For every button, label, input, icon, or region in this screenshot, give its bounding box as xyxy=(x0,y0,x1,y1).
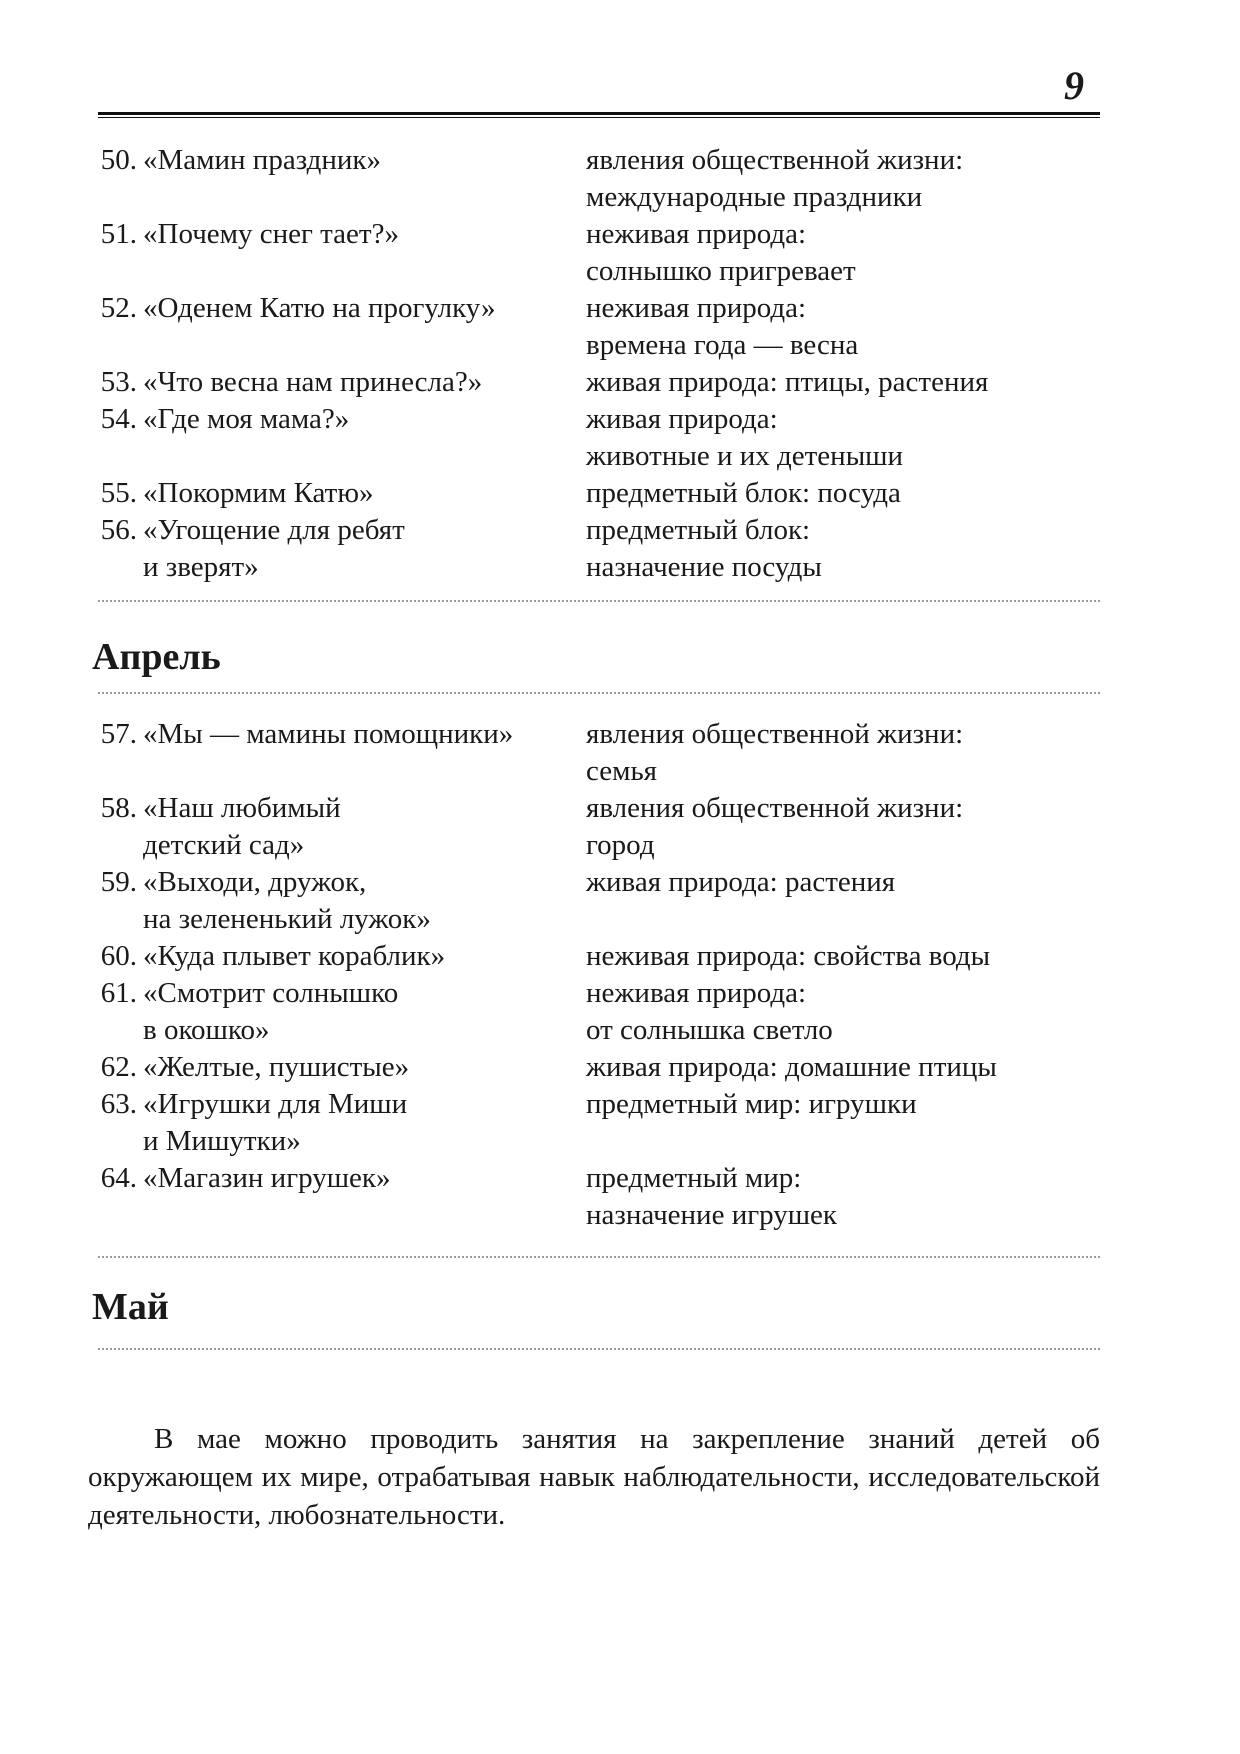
topic-title-line: «Куда плывет кораблик» xyxy=(143,940,446,972)
topic-number: 61. xyxy=(100,977,137,1009)
topic-theme-line: живая природа: xyxy=(586,403,778,435)
topic-title-cell xyxy=(92,1160,578,1234)
topic-theme xyxy=(578,216,1112,290)
topic-title-line: «Покормим Катю» xyxy=(143,477,374,509)
topic-title xyxy=(143,290,578,364)
topic-number: 60. xyxy=(100,940,137,972)
topic-title-line: «Почему снег тает?» xyxy=(143,218,399,250)
topic-title-line: «Мы — мамины помощники» xyxy=(143,718,514,750)
section-divider xyxy=(98,600,1100,602)
march-topic-list xyxy=(92,142,1112,586)
topic-number: 63. xyxy=(100,1088,137,1120)
topic-theme-line: предметный блок: xyxy=(586,514,811,546)
topic-title-cell xyxy=(92,1086,578,1160)
topic-title xyxy=(143,1160,578,1234)
topic-theme xyxy=(578,475,1112,512)
topic-number: 54. xyxy=(100,403,137,435)
topic-theme-line: явления общественной жизни: xyxy=(586,792,964,824)
topic-entry xyxy=(92,1160,1112,1234)
topic-title-line: «Смотрит солнышко xyxy=(143,977,399,1009)
topic-title-line: детский сад» xyxy=(143,829,305,861)
topic-title xyxy=(143,1086,578,1160)
topic-theme-line: неживая природа: xyxy=(586,977,807,1009)
topic-number: 52. xyxy=(100,292,137,324)
topic-number: 64. xyxy=(100,1162,137,1194)
topic-title xyxy=(143,142,578,216)
heading-underline xyxy=(98,692,1100,694)
topic-title xyxy=(143,512,578,586)
topic-title-line: и Мишутки» xyxy=(143,1125,301,1157)
topic-number: 53. xyxy=(100,366,137,398)
topic-number: 62. xyxy=(100,1051,137,1083)
header-rule xyxy=(98,112,1100,118)
topic-title-cell xyxy=(92,142,578,216)
topic-title-line: «Наш любимый xyxy=(143,792,341,824)
topic-title-cell xyxy=(92,475,578,512)
topic-title xyxy=(143,216,578,290)
topic-title-cell xyxy=(92,216,578,290)
topic-theme xyxy=(578,401,1112,475)
topic-title-line: «Магазин игрушек» xyxy=(143,1162,391,1194)
topic-number: 57. xyxy=(100,718,137,750)
topic-theme-line: неживая природа: свойства воды xyxy=(586,940,991,972)
topic-title-line: и зверят» xyxy=(143,551,259,583)
topic-theme xyxy=(578,938,1112,975)
topic-title-cell xyxy=(92,938,578,975)
topic-entry xyxy=(92,938,1112,975)
topic-theme-line: живая природа: птицы, растения xyxy=(586,366,989,398)
topic-title-line: «Оденем Катю на прогулку» xyxy=(143,292,496,324)
topic-entry xyxy=(92,1086,1112,1160)
topic-number: 59. xyxy=(100,866,137,898)
topic-theme-line: предметный блок: посуда xyxy=(586,477,901,509)
topic-theme-line: предметный мир: игрушки xyxy=(586,1088,917,1120)
april-topic-list xyxy=(92,716,1112,1234)
topic-title-cell xyxy=(92,1049,578,1086)
topic-title-cell xyxy=(92,401,578,475)
topic-theme xyxy=(578,1086,1112,1160)
topic-theme-line: назначение игрушек xyxy=(586,1199,838,1231)
topic-number: 56. xyxy=(100,514,137,546)
topic-title-line: на зелененький лужок» xyxy=(143,903,431,935)
topic-theme-line: животные и их детеныши xyxy=(586,440,904,472)
topic-number: 55. xyxy=(100,477,137,509)
topic-theme-line: от солнышка светло xyxy=(586,1014,833,1046)
page-number: 9 xyxy=(1064,63,1084,108)
topic-title xyxy=(143,790,578,864)
topic-theme xyxy=(578,1049,1112,1086)
topic-title-line: «Что весна нам принесла?» xyxy=(143,366,483,398)
topic-title xyxy=(143,864,578,938)
topic-theme xyxy=(578,290,1112,364)
topic-theme-line: явления общественной жизни: xyxy=(586,718,964,750)
topic-title-cell xyxy=(92,512,578,586)
topic-title xyxy=(143,364,578,401)
may-description: В мае можно проводить занятия на закрепление знаний детей об окружающем их мире, отрабатывая навык наблюдательности, исследовательской деятельности, любознательности. xyxy=(88,1423,1100,1531)
topic-theme-line: назначение посуды xyxy=(586,551,822,583)
topic-theme-line: солнышко пригревает xyxy=(586,255,856,287)
topic-theme-line: город xyxy=(586,829,655,861)
topic-title-cell xyxy=(92,975,578,1049)
topic-entry xyxy=(92,216,1112,290)
topic-title-cell xyxy=(92,716,578,790)
topic-title-line: в окошко» xyxy=(143,1014,270,1046)
topic-title-cell xyxy=(92,790,578,864)
topic-entry xyxy=(92,512,1112,586)
topic-entry xyxy=(92,290,1112,364)
topic-title-line: «Где моя мама?» xyxy=(143,403,350,435)
topic-number: 58. xyxy=(100,792,137,824)
topic-title-line: «Желтые, пушистые» xyxy=(143,1051,410,1083)
topic-theme xyxy=(578,512,1112,586)
topic-theme xyxy=(578,1160,1112,1234)
topic-theme-line: предметный мир: xyxy=(586,1162,802,1194)
topic-theme-line: времена года — весна xyxy=(586,329,859,361)
topic-theme-line: международные праздники xyxy=(586,181,923,213)
topic-entry xyxy=(92,364,1112,401)
topic-title xyxy=(143,716,578,790)
topic-entry xyxy=(92,142,1112,216)
section-heading-april: Апрель xyxy=(92,636,221,678)
topic-title xyxy=(143,1049,578,1086)
topic-entry xyxy=(92,716,1112,790)
topic-entry xyxy=(92,1049,1112,1086)
topic-theme xyxy=(578,364,1112,401)
topic-theme xyxy=(578,142,1112,216)
topic-entry xyxy=(92,475,1112,512)
topic-title-line: «Игрушки для Миши xyxy=(143,1088,408,1120)
topic-number: 50. xyxy=(100,144,137,176)
topic-entry xyxy=(92,401,1112,475)
topic-title xyxy=(143,975,578,1049)
topic-theme-line: живая природа: растения xyxy=(586,866,896,898)
topic-title-cell xyxy=(92,290,578,364)
topic-theme-line: живая природа: домашние птицы xyxy=(586,1051,997,1083)
topic-title-line: «Угощение для ребят xyxy=(143,514,405,546)
topic-title-cell xyxy=(92,364,578,401)
topic-title xyxy=(143,401,578,475)
topic-entry xyxy=(92,975,1112,1049)
topic-theme xyxy=(578,716,1112,790)
heading-underline xyxy=(98,1348,1100,1350)
topic-theme xyxy=(578,975,1112,1049)
topic-theme-line: семья xyxy=(586,755,658,787)
topic-title-line: «Мамин праздник» xyxy=(143,144,382,176)
section-divider xyxy=(98,1256,1100,1258)
topic-title xyxy=(143,938,578,975)
topic-entry xyxy=(92,864,1112,938)
topic-theme-line: явления общественной жизни: xyxy=(586,144,964,176)
topic-entry xyxy=(92,790,1112,864)
section-heading-may: Май xyxy=(92,1286,169,1328)
topic-theme-line: неживая природа: xyxy=(586,218,807,250)
topic-number: 51. xyxy=(100,218,137,250)
topic-title-line: «Выходи, дружок, xyxy=(143,866,367,898)
topic-theme-line: неживая природа: xyxy=(586,292,807,324)
topic-theme xyxy=(578,790,1112,864)
topic-title-cell xyxy=(92,864,578,938)
topic-theme xyxy=(578,864,1112,938)
topic-title xyxy=(143,475,578,512)
